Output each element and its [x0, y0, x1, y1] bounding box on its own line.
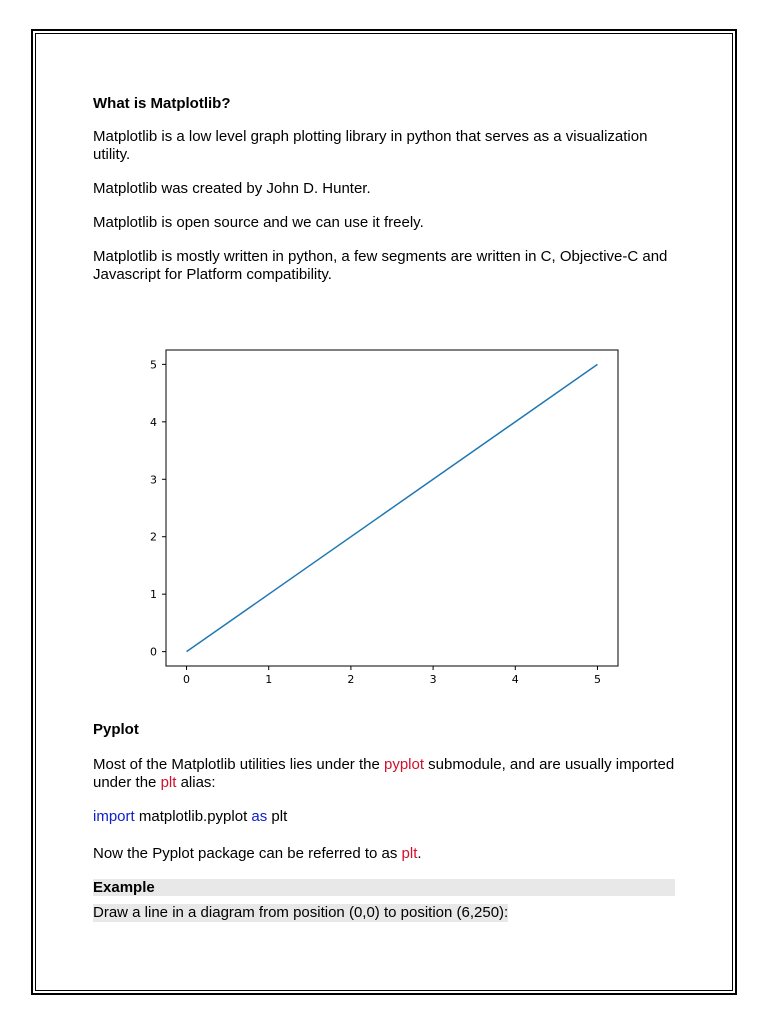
- text: Now the Pyplot package can be referred to as: [93, 845, 402, 862]
- code-module: matplotlib.pyplot: [134, 808, 252, 825]
- paragraph-creator: Matplotlib was created by John D. Hunter.: [93, 180, 371, 197]
- x-tick-label: 0: [183, 673, 191, 686]
- x-tick-label: 2: [347, 673, 355, 686]
- paragraph-open-source: Matplotlib is open source and we can use it freely.: [93, 214, 424, 231]
- intro-section: [93, 95, 673, 300]
- chart-svg: [135, 345, 635, 695]
- y-tick-label: 4: [150, 415, 157, 429]
- paragraph-pyplot: [93, 756, 675, 792]
- x-tick-label: 1: [265, 673, 273, 686]
- paragraph-definition: Matplotlib is a low level graph plotting library in python that serves as a visualization utility.: [93, 128, 648, 163]
- section-heading: What is Matplotlib?: [93, 95, 231, 112]
- y-tick-label: 2: [150, 530, 157, 544]
- line-chart: [135, 345, 635, 695]
- pyplot-section: [93, 721, 675, 922]
- example-heading: Example: [93, 879, 675, 896]
- keyword-plt: plt: [160, 774, 177, 791]
- keyword-pyplot: pyplot: [383, 756, 425, 773]
- text: Most of the Matplotlib utilities lies under the: [93, 756, 384, 773]
- code-import-line: [93, 808, 675, 826]
- example-description: Draw a line in a diagram from position (0,0) to position (6,250):: [93, 904, 509, 921]
- text: submodule, and are usually imported under the: [93, 756, 675, 791]
- x-tick-label: 4: [511, 673, 519, 686]
- y-tick-label: 0: [150, 645, 157, 659]
- keyword-as: as: [251, 808, 268, 825]
- section-heading: Pyplot: [93, 721, 139, 738]
- paragraph-languages: Matplotlib is mostly written in python, a few segments are written in C, Objective-C and Javascript for Platform compatibility.: [93, 248, 668, 283]
- text: .: [417, 845, 422, 862]
- x-tick-label: 5: [593, 673, 601, 686]
- x-tick-label: 3: [429, 673, 437, 686]
- y-tick-label: 1: [150, 588, 157, 602]
- y-tick-label: 3: [150, 473, 157, 487]
- y-tick-label: 5: [150, 358, 157, 372]
- code-alias: plt: [267, 808, 288, 825]
- keyword-import: import: [93, 808, 135, 825]
- paragraph-referred: [93, 845, 675, 863]
- keyword-plt: plt: [401, 845, 418, 862]
- text: alias:: [176, 774, 216, 791]
